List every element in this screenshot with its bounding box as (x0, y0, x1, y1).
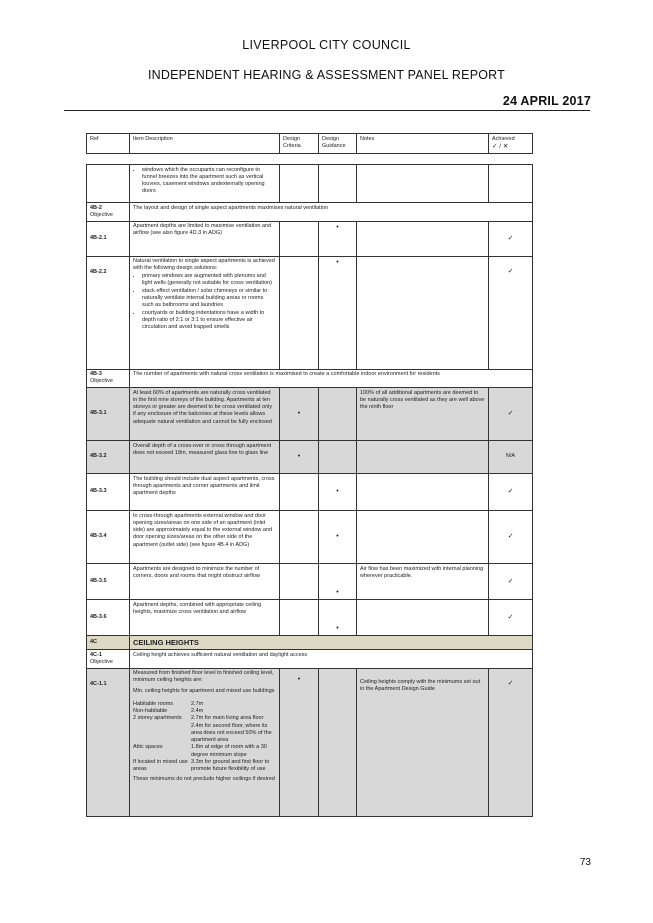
table-row (87, 388, 533, 441)
notes-text: Air flow has been maximized with internal planning wherever practicable. (357, 564, 489, 600)
row-ref: 4B-3 (90, 371, 102, 377)
section-row (87, 636, 533, 650)
header-item-description: Item Description (130, 134, 280, 154)
header-achieved-label: Achieved (492, 135, 515, 142)
row-ref-sub: Objective (90, 211, 113, 218)
cell-label: If located in mixed use areas (133, 758, 188, 772)
row-ref: 4B-2 (90, 204, 102, 211)
item-footer: These minimums do not preclude higher ceilings if desired (133, 776, 275, 783)
header-design-guidance: Design Guidance (319, 134, 357, 154)
achieved-mark: ✓ (489, 474, 533, 511)
item-description: Apartment depths are limited to maximise ventilation and airflow (see also figure 4D.3 in ADG) (130, 221, 280, 256)
achieved-mark: ✓ (489, 564, 533, 600)
row-ref: 4B-3.2 (87, 441, 130, 474)
achieved-mark: ✓ (489, 668, 533, 816)
table-row (87, 668, 533, 816)
section-title: CEILING HEIGHTS (130, 636, 533, 650)
header-achieved-symbols: ✓ / ✕ (492, 142, 509, 150)
achieved-mark: ✓ (489, 256, 533, 369)
objective-row (87, 203, 533, 222)
report-date: 24 APRIL 2017 (502, 94, 591, 108)
row-ref: 4B-3.6 (87, 600, 130, 636)
item-description: Measured from finished floor level to finished ceiling level, minimum ceiling heights are: (133, 670, 274, 684)
item-description: Apartment depths, combined with appropriate ceiling heights, maximize cross ventilation and airflow (130, 600, 280, 636)
objective-text: Ceiling height achieves sufficient natural ventilation and daylight access (130, 650, 533, 669)
table-row (87, 474, 533, 511)
cell-value: 2.4m (191, 708, 204, 714)
achieved-mark: ✓ (489, 600, 533, 636)
section-ref: 4C (87, 636, 130, 650)
row-ref: 4B-3.4 (87, 511, 130, 564)
header-notes: Notes (357, 134, 489, 154)
header-ref: Ref (87, 134, 130, 154)
item-description: Natural ventilation to single aspect apartments is achieved with the following design solutions: (133, 258, 275, 272)
row-ref: 4B-2.1 (87, 221, 130, 256)
objective-text: The number of apartments with natural cross ventilation is maximised to create a comfortable indoor environment for residents (130, 369, 533, 388)
row-ref: 4B-3.3 (87, 474, 130, 511)
assessment-table (86, 164, 533, 817)
row-ref-sub: Objective (90, 658, 113, 665)
row-ref: 4C-1 (90, 651, 102, 658)
cell-value: 2.7m (191, 700, 204, 707)
table-row (87, 256, 533, 369)
bullet-text: • windows which the occupants can reconfigure to funnel breezes into the apartment such as vertical louvres, casement windows andexternally opening doors (142, 167, 276, 196)
criteria-mark: • (280, 388, 319, 441)
criteria-mark: • (280, 668, 319, 816)
table-row (87, 441, 533, 474)
header-design-criteria: Design Criteria (280, 134, 319, 154)
table-row (87, 221, 533, 256)
header-achieved (489, 134, 533, 154)
cell-label: Attic spaces (133, 744, 163, 751)
header-divider (64, 110, 590, 111)
cell-value: 1.8m at edge of room with a 30 degree minimum slope (191, 744, 267, 758)
criteria-mark: • (280, 441, 319, 474)
guidance-mark: • (319, 564, 357, 600)
achieved-mark: ✓ (489, 388, 533, 441)
bullet-text: • primary windows are augmented with plenums and light wells (generally not suitable for cross ventilation) (142, 273, 276, 288)
table-row (87, 600, 533, 636)
guidance-mark: • (319, 221, 357, 256)
table-row (87, 564, 533, 600)
item-description: Apartments are designed to minimize the number of corners, doors and rooms that might obstruct airflow (130, 564, 280, 600)
table-subheading: Min. ceiling heights for apartment and mixed use buildings (133, 687, 275, 694)
row-ref: 4B-3.1 (87, 388, 130, 441)
item-description: The building should include dual aspect apartments, cross through apartments and corner apartments and limit apartment depths (130, 474, 280, 511)
guidance-mark: • (319, 600, 357, 636)
objective-text: The layout and design of single aspect apartments maximises natural ventilation (130, 203, 533, 222)
ceiling-heights-table (133, 701, 276, 774)
cell-value: 3.3m for ground and first floor to promote future flexibility of use (191, 758, 270, 772)
row-ref: 4C-1.1 (87, 668, 130, 816)
item-description: Overall depth of a cross-over or cross through apartment does not exceed 18m, measured glass line to glass line (130, 441, 280, 474)
objective-row (87, 650, 533, 669)
row-ref-sub: Objective (90, 378, 113, 385)
objective-row (87, 369, 533, 388)
cell-label: Habitable rooms (133, 700, 174, 707)
bullet-text: • stack effect ventilation / solar chimneys or similar to naturally ventilate internal building areas or rooms such as bathrooms and laundries (142, 288, 276, 310)
achieved-mark: N/A (489, 441, 533, 474)
guidance-mark: • (319, 511, 357, 564)
council-heading: LIVERPOOL CITY COUNCIL (242, 38, 411, 52)
table-header (86, 133, 533, 154)
cell-value: 2.7m for main living area floor 2.4m for second floor, where its area does not exceed 50% of the apartment area (191, 715, 272, 743)
cell-label: 2 storey apartments (133, 715, 182, 722)
guidance-mark: • (319, 256, 357, 369)
item-description: In cross-through apartments external window and door opening sizes/areas on one side of an apartment (inlet side) are approximately equal to the external window and door opening sizes/areas on the other side of the apartment (outlet side) (see figure 4B.4 in ADG) (130, 511, 280, 564)
bullet-text: • courtyards or building indentations have a width to depth ratio of 2:1 or 3:1 to ensure effective air circulation and avoid trapped smells (142, 310, 276, 332)
item-description: At least 60% of apartments are naturally cross ventilated in the first nine storeys of the building. Apartments at ten storeys or greater are deemed to be cross ventilated only if any enclosure of the balconies at these levels allows adequate natural ventilation and cannot be fully enclosed (130, 388, 280, 441)
row-ref: 4B-3.5 (87, 564, 130, 600)
notes-text: 100% of all additional apartments are deemed to be naturally cross ventilated as they are well above the ninth floor (357, 388, 489, 441)
table-row (87, 511, 533, 564)
achieved-mark: ✓ (489, 221, 533, 256)
guidance-mark: • (319, 474, 357, 511)
notes-text: Ceiling heights comply with the minimums set out in the Apartment Design Guide (357, 668, 489, 816)
table-row (87, 165, 533, 203)
achieved-mark: ✓ (489, 511, 533, 564)
row-ref: 4B-2.2 (87, 256, 130, 369)
page-number: 73 (579, 857, 591, 868)
report-heading: INDEPENDENT HEARING & ASSESSMENT PANEL REPORT (147, 68, 505, 82)
cell-label: Non-habitable (133, 708, 168, 714)
